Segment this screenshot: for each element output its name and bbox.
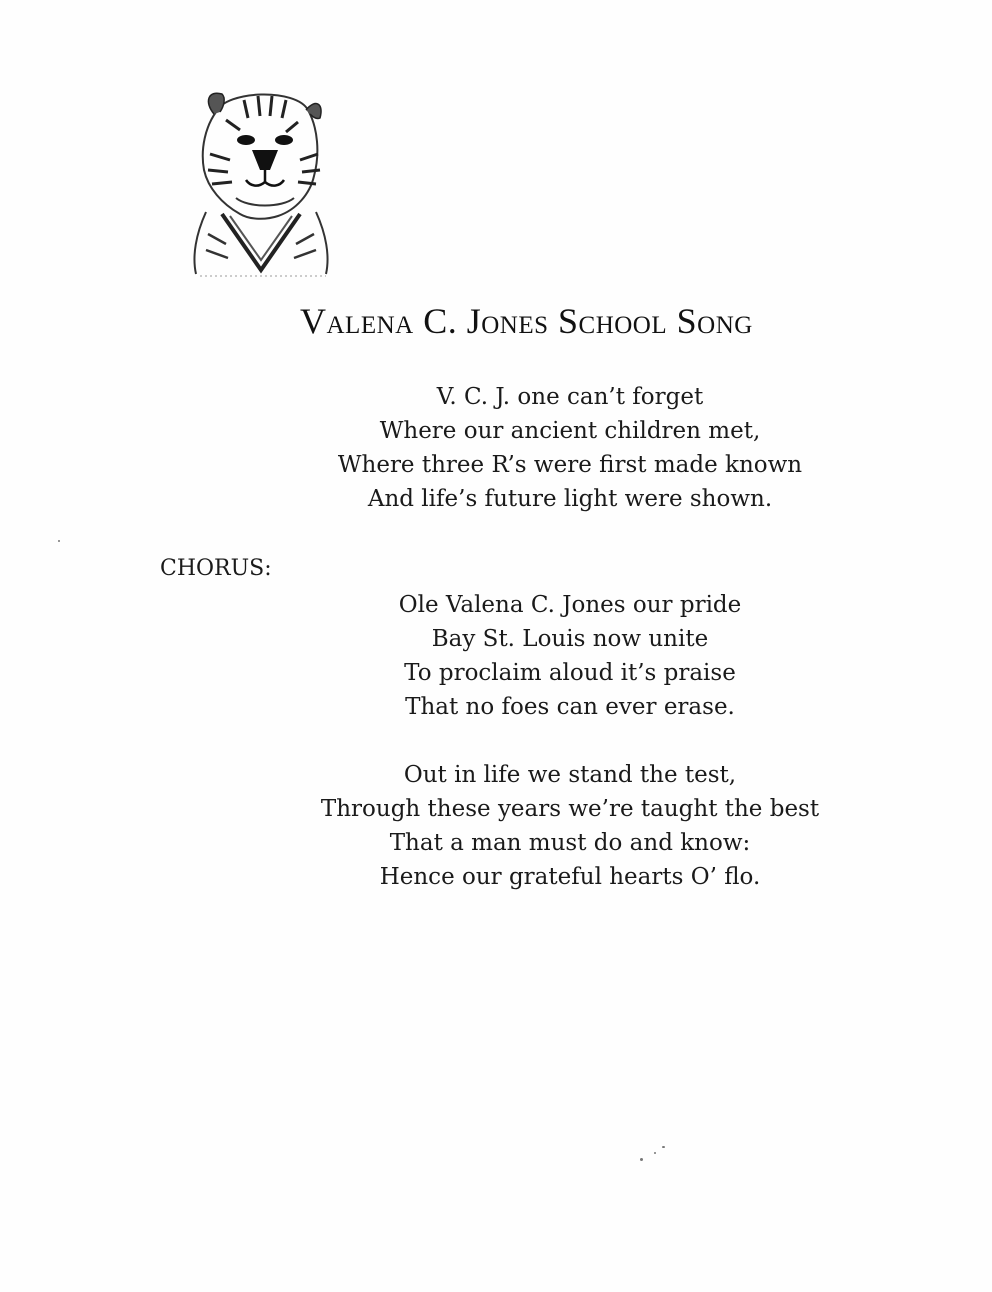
verse-line: V. C. J. one can’t forget — [436, 384, 704, 410]
verse-line: That a man must do and know: — [389, 830, 751, 856]
chorus-label: CHORUS: — [160, 556, 272, 581]
verse-line: That no foes can ever erase. — [405, 694, 735, 720]
verse-line: And life’s future light were shown. — [367, 486, 773, 512]
verse-line: Where our ancient children met, — [379, 418, 761, 444]
song-title: Valena C. Jones School Song — [300, 301, 753, 341]
scan-speck — [640, 1158, 643, 1161]
verse-line: Bay St. Louis now unite — [431, 626, 709, 652]
verse-3 — [300, 758, 840, 894]
verse-line: To proclaim aloud it’s praise — [404, 660, 736, 686]
verse-line: Out in life we stand the test, — [403, 762, 737, 788]
scan-speck — [58, 540, 60, 542]
verse-line: Where three R’s were first made known — [337, 452, 803, 478]
verse-1 — [300, 380, 840, 516]
scan-speck — [654, 1152, 656, 1154]
scan-speck — [662, 1146, 665, 1148]
verse-line: Ole Valena C. Jones our pride — [398, 592, 742, 618]
chorus-verse — [300, 588, 840, 724]
tiger-logo-icon — [186, 84, 336, 280]
verse-line: Through these years we’re taught the best — [320, 796, 820, 822]
verse-line: Hence our grateful hearts O’ flo. — [379, 864, 761, 890]
